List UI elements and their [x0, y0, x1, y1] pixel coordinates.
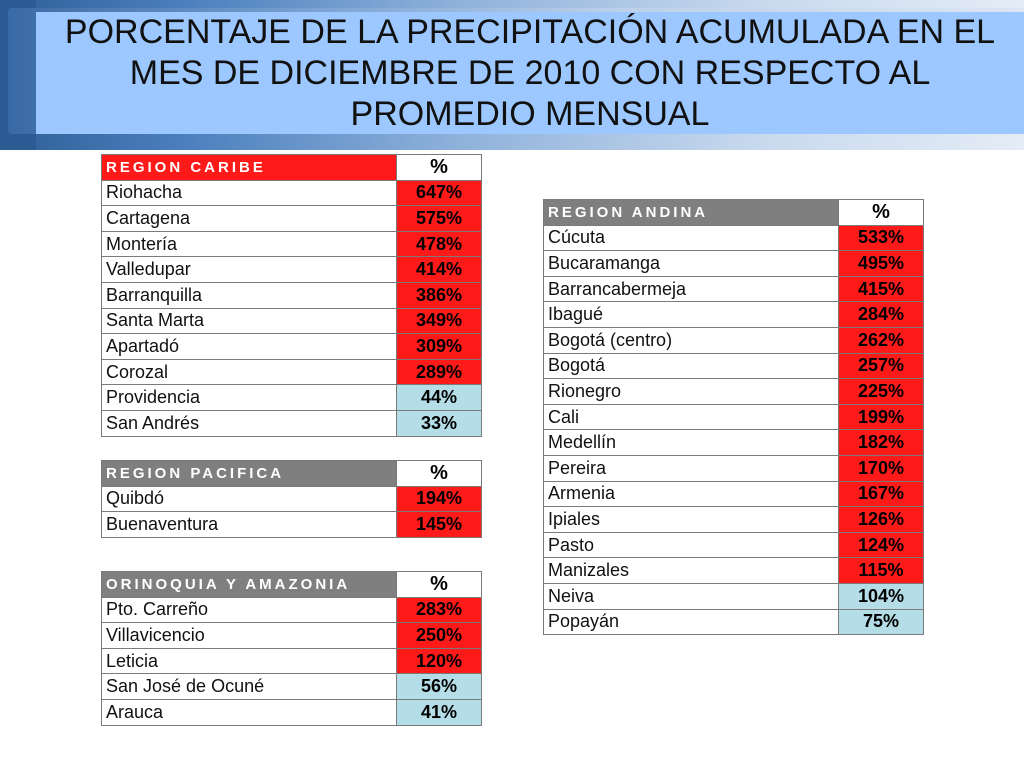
table-header-row [544, 200, 924, 226]
city-name: Cali [544, 404, 839, 430]
table-row [544, 225, 924, 251]
table-row [102, 410, 482, 436]
city-name: Buenaventura [102, 512, 397, 538]
table-row [102, 282, 482, 308]
city-name: Barranquilla [102, 282, 397, 308]
city-name: Bucaramanga [544, 251, 839, 277]
table-row [544, 481, 924, 507]
table-header-row [102, 155, 482, 181]
table-row [544, 430, 924, 456]
title-box [36, 12, 1024, 134]
percent-value: 56% [397, 674, 482, 700]
percent-value: 250% [397, 623, 482, 649]
city-name: Ibagué [544, 302, 839, 328]
percent-value: 533% [839, 225, 924, 251]
city-name: Montería [102, 231, 397, 257]
table-row [544, 507, 924, 533]
percent-value: 349% [397, 308, 482, 334]
city-name: San José de Ocuné [102, 674, 397, 700]
city-name: Ipiales [544, 507, 839, 533]
table-row [102, 486, 482, 512]
city-name: Popayán [544, 609, 839, 635]
table-row [102, 597, 482, 623]
percent-value: 284% [839, 302, 924, 328]
percent-value: 41% [397, 699, 482, 725]
percent-value: 145% [397, 512, 482, 538]
percent-value: 414% [397, 257, 482, 283]
table-row [102, 623, 482, 649]
percent-value: 75% [839, 609, 924, 635]
table-row [544, 558, 924, 584]
table-row [544, 353, 924, 379]
page-title: PORCENTAJE DE LA PRECIPITACIÓN ACUMULADA EN EL MES DE DICIEMBRE DE 2010 CON RESPECTO AL PROMEDIO MENSUAL [64, 12, 996, 133]
percent-value: 199% [839, 404, 924, 430]
percent-header: % [397, 572, 482, 598]
percent-value: 415% [839, 276, 924, 302]
percent-value: 257% [839, 353, 924, 379]
table-row [544, 455, 924, 481]
percent-value: 126% [839, 507, 924, 533]
percent-value: 124% [839, 532, 924, 558]
percent-value: 478% [397, 231, 482, 257]
table-row [102, 674, 482, 700]
table-row [102, 231, 482, 257]
city-name: Santa Marta [102, 308, 397, 334]
city-name: Bogotá (centro) [544, 327, 839, 353]
table-row [102, 359, 482, 385]
table-row [102, 334, 482, 360]
percent-value: 575% [397, 206, 482, 232]
table-row [544, 327, 924, 353]
percent-value: 182% [839, 430, 924, 456]
table-row [102, 699, 482, 725]
table-row [102, 180, 482, 206]
table-row [544, 276, 924, 302]
city-name: Corozal [102, 359, 397, 385]
percent-value: 194% [397, 486, 482, 512]
percent-value: 283% [397, 597, 482, 623]
table-row [544, 404, 924, 430]
percent-value: 104% [839, 583, 924, 609]
table-row [102, 648, 482, 674]
percent-value: 495% [839, 251, 924, 277]
percent-value: 386% [397, 282, 482, 308]
city-name: Pto. Carreño [102, 597, 397, 623]
region-header: REGION ANDINA [544, 200, 839, 226]
table-region-pacifica [101, 460, 482, 538]
percent-value: 120% [397, 648, 482, 674]
table-header-row [102, 572, 482, 598]
table-region-caribe [101, 154, 482, 437]
city-name: Cartagena [102, 206, 397, 232]
percent-value: 44% [397, 385, 482, 411]
percent-value: 167% [839, 481, 924, 507]
city-name: Providencia [102, 385, 397, 411]
city-name: Quibdó [102, 486, 397, 512]
city-name: Apartadó [102, 334, 397, 360]
table-region-andina [543, 199, 924, 635]
city-name: Pasto [544, 532, 839, 558]
percent-value: 225% [839, 379, 924, 405]
table-row [544, 302, 924, 328]
city-name: Manizales [544, 558, 839, 584]
table-row [102, 308, 482, 334]
city-name: Barrancabermeja [544, 276, 839, 302]
table-row [544, 609, 924, 635]
region-header: REGION PACIFICA [102, 461, 397, 487]
region-header: REGION CARIBE [102, 155, 397, 181]
city-name: Cúcuta [544, 225, 839, 251]
city-name: Pereira [544, 455, 839, 481]
city-name: Armenia [544, 481, 839, 507]
city-name: Rionegro [544, 379, 839, 405]
percent-value: 309% [397, 334, 482, 360]
table-header-row [102, 461, 482, 487]
percent-header: % [397, 461, 482, 487]
table-row [102, 512, 482, 538]
table-row [102, 257, 482, 283]
city-name: San Andrés [102, 410, 397, 436]
percent-value: 647% [397, 180, 482, 206]
percent-header: % [839, 200, 924, 226]
city-name: Villavicencio [102, 623, 397, 649]
table-row [544, 251, 924, 277]
city-name: Riohacha [102, 180, 397, 206]
city-name: Neiva [544, 583, 839, 609]
table-row [102, 385, 482, 411]
percent-value: 115% [839, 558, 924, 584]
percent-value: 33% [397, 410, 482, 436]
city-name: Arauca [102, 699, 397, 725]
city-name: Bogotá [544, 353, 839, 379]
table-row [544, 379, 924, 405]
table-row [544, 583, 924, 609]
region-header: ORINOQUIA Y AMAZONIA [102, 572, 397, 598]
percent-value: 262% [839, 327, 924, 353]
percent-value: 289% [397, 359, 482, 385]
percent-value: 170% [839, 455, 924, 481]
table-region-orinoquia [101, 571, 482, 726]
percent-header: % [397, 155, 482, 181]
table-row [102, 206, 482, 232]
city-name: Valledupar [102, 257, 397, 283]
city-name: Leticia [102, 648, 397, 674]
table-row [544, 532, 924, 558]
city-name: Medellín [544, 430, 839, 456]
